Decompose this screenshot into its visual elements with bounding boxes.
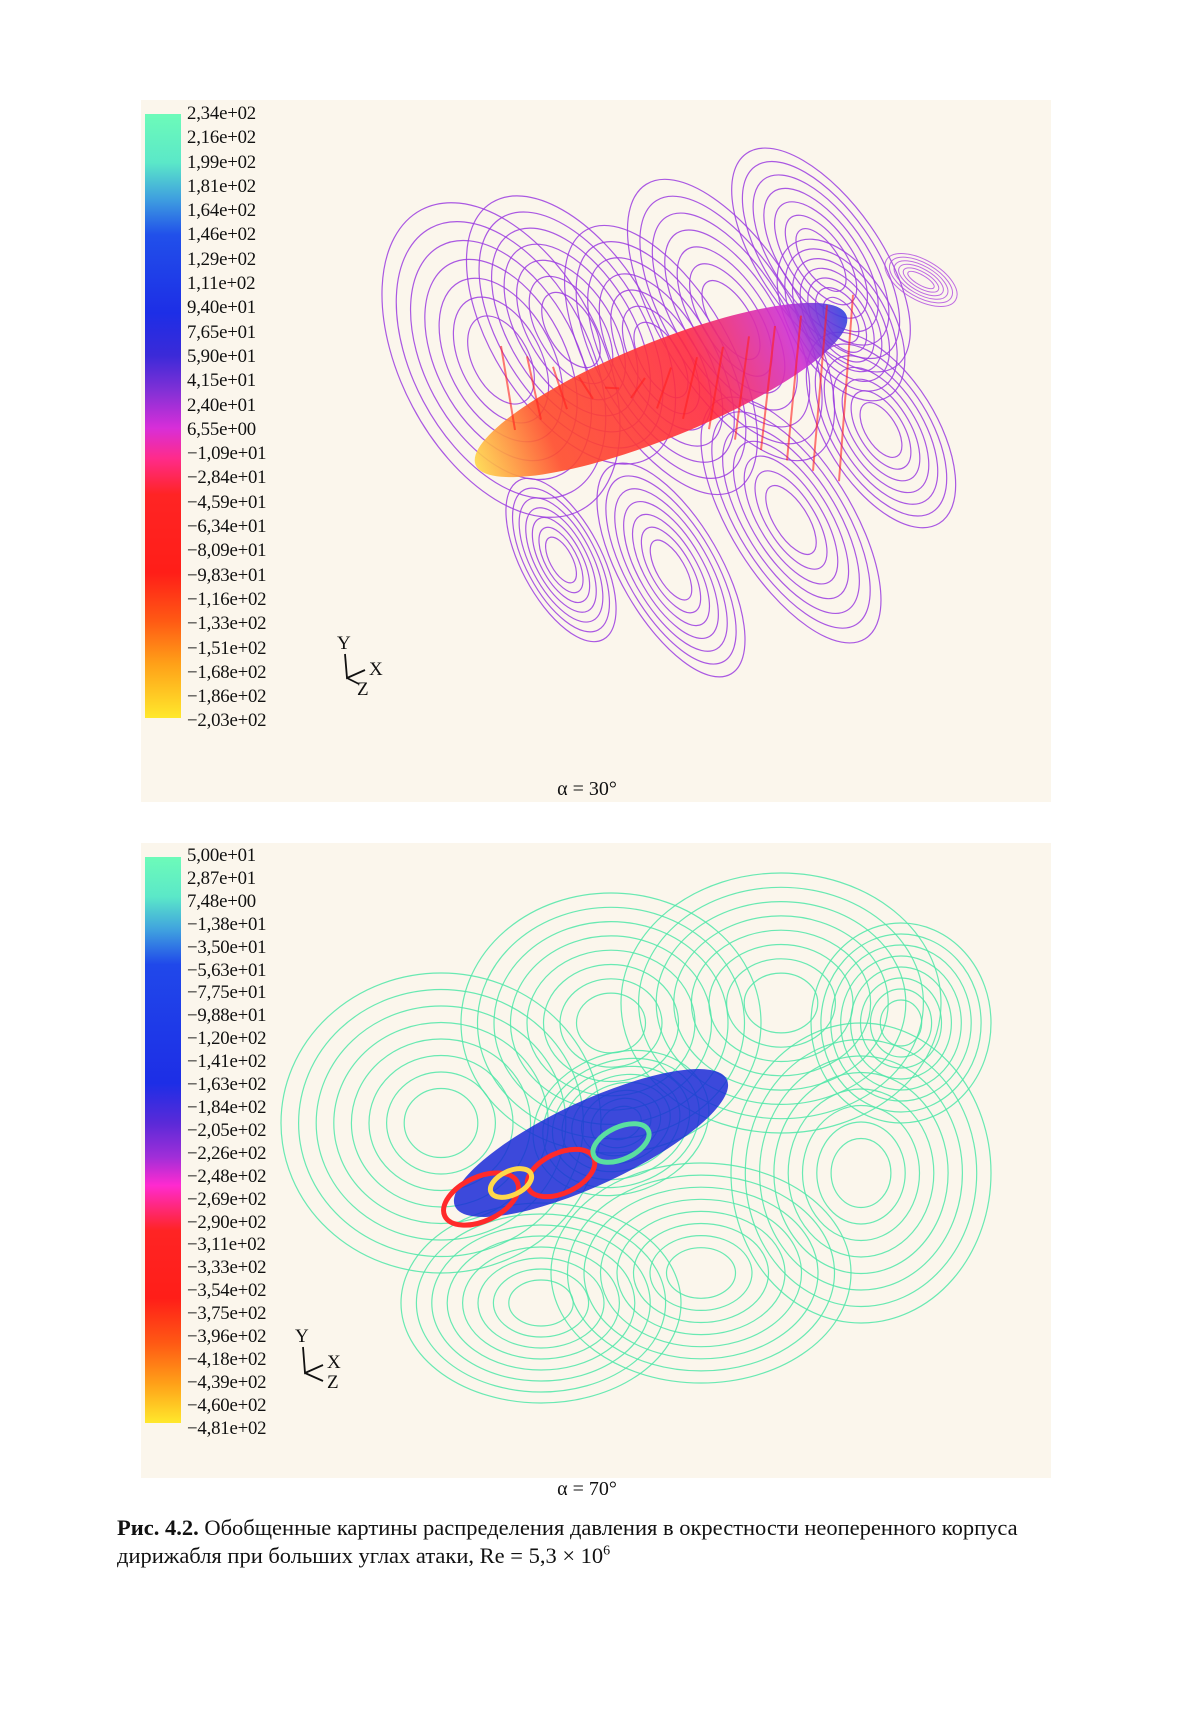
contour-line (803, 1106, 920, 1241)
contour-line (852, 396, 911, 465)
colorbar-tick-label: −1,84e+02 (187, 1096, 267, 1118)
contour-line (821, 934, 981, 1112)
colorbar-tick-label: 6,55e+00 (187, 418, 256, 440)
contour-line (509, 1280, 573, 1326)
contour-line (432, 1225, 650, 1381)
colorbar-tick-label: 1,81e+02 (187, 175, 256, 197)
contour-line (447, 1236, 635, 1370)
colorbar-tick-label: −4,18e+02 (187, 1348, 267, 1370)
colorbar-tick-label: −2,84e+01 (187, 467, 267, 489)
contour-line (817, 1122, 905, 1224)
contour-plot (141, 100, 1051, 802)
contour-line (478, 1258, 604, 1348)
contour-line (642, 534, 700, 606)
colorbar-tick-label: −1,20e+02 (187, 1028, 267, 1050)
colorbar-tick-label: 9,40e+01 (187, 297, 256, 319)
contour-line (617, 503, 724, 637)
colorbar-tick-label: −3,33e+02 (187, 1257, 267, 1279)
contour-line (404, 1089, 478, 1158)
contour-line (801, 337, 960, 523)
contour-line (760, 1056, 963, 1290)
colorbar-tick-label: −2,05e+02 (187, 1119, 267, 1141)
colorbar-tick-label: 2,34e+02 (187, 103, 256, 124)
colorbar-tick-label: −1,86e+02 (187, 686, 267, 708)
axis-y-label: Y (295, 1326, 309, 1347)
contour-line (744, 973, 818, 1033)
colorbar-tick-label: −4,81e+02 (187, 1417, 267, 1439)
contour-line (539, 532, 582, 587)
contour-line (605, 487, 737, 652)
contour-line (731, 1023, 991, 1323)
contour-line (601, 1199, 802, 1346)
colorbar-tick-label: 2,16e+02 (187, 127, 256, 149)
contour-line (463, 1247, 620, 1359)
contour-line (726, 442, 856, 599)
axes-triad (291, 1327, 351, 1397)
contour-plot (141, 843, 1051, 1478)
colorbar-tick-label: 7,65e+01 (187, 321, 256, 343)
contour-line (870, 989, 931, 1057)
colorbar-tick-label: −8,09e+01 (187, 540, 267, 562)
colorbar-tick-label: −1,38e+01 (187, 913, 267, 935)
colorbar-tick-label: −1,33e+02 (187, 613, 267, 635)
colorbar-tick-label: −1,51e+02 (187, 637, 267, 659)
contour-line (876, 243, 965, 318)
contour-line (387, 1072, 496, 1174)
contour-line (530, 521, 592, 600)
axis-x-label: X (369, 659, 383, 680)
colorbar-tick-label: 5,90e+01 (187, 345, 256, 367)
contour-line (353, 187, 649, 534)
colorbar-tick-label: −3,50e+01 (187, 936, 267, 958)
contour-line (634, 1224, 769, 1323)
hull-contour-band (605, 388, 619, 389)
colorbar-tick-label: −3,54e+02 (187, 1280, 267, 1302)
contour-line (831, 1139, 891, 1208)
contour-line (584, 1187, 818, 1359)
contour-line (906, 268, 937, 292)
colorbar-tick-label: −1,09e+01 (187, 443, 267, 465)
figure-caption-exponent: 6 (603, 1543, 611, 1559)
axis-z-label: Z (327, 1372, 339, 1393)
colorbar-tick-label: −5,63e+01 (187, 959, 267, 981)
contour-line (483, 462, 638, 658)
contour-line (577, 993, 646, 1053)
colorbar-tick-label: −3,75e+02 (187, 1303, 267, 1325)
colorbar-tick-label: 1,46e+02 (187, 224, 256, 246)
colorbar-tick-label: 7,48e+00 (187, 890, 256, 912)
colorbar-tick-label: 1,99e+02 (187, 151, 256, 173)
colorbar-tick-label: −1,16e+02 (187, 588, 267, 610)
axis-z-label: Z (357, 679, 369, 700)
colorbar-tick-label: −4,39e+02 (187, 1371, 267, 1393)
colorbar-tick-label: 2,87e+01 (187, 867, 256, 889)
colorbar-tick-label: −9,83e+01 (187, 564, 267, 586)
colorbar-tick-label: −2,48e+02 (187, 1165, 267, 1187)
colorbar-tick-label: 4,15e+01 (187, 370, 256, 392)
colorbar-tick-label: −2,26e+02 (187, 1142, 267, 1164)
figure-caption (117, 1514, 1087, 1570)
colorbar-tick-label: 1,11e+02 (187, 273, 256, 295)
figure-caption-text: Обобщенные картины распределения давления в окрестности неоперенного корпуса дирижабля при больших углах атаки, Re = 5,3 × 10 (117, 1515, 1018, 1568)
colorbar-tick-label: 2,40e+01 (187, 394, 256, 416)
colorbar-tick-label: 5,00e+01 (187, 845, 256, 866)
contour-line (493, 474, 630, 647)
contour-line (667, 1248, 736, 1299)
figure-label: Рис. 4.2. (117, 1515, 199, 1540)
contour-line (788, 1089, 934, 1257)
pressure-plot-alpha-70 (141, 843, 1051, 1478)
panel-caption-alpha-30: α = 30° (557, 778, 617, 800)
colorbar-tick-label: −3,96e+02 (187, 1326, 267, 1348)
contour-line (560, 979, 662, 1067)
contour-line (592, 472, 749, 668)
colorbar-tick-label: 1,29e+02 (187, 248, 256, 270)
colorbar-tick-label: −4,60e+02 (187, 1394, 267, 1416)
colorbar-tick-label: −1,41e+02 (187, 1051, 267, 1073)
colorbar-tick-label: 1,64e+02 (187, 200, 256, 222)
colorbar-tick-label: −3,11e+02 (187, 1234, 266, 1256)
airship-hull (458, 271, 865, 510)
colorbar-tick-label: −7,75e+01 (187, 982, 267, 1004)
pressure-plot-alpha-30 (141, 100, 1051, 802)
colorbar-tick-label: −4,59e+01 (187, 491, 267, 513)
colorbar-tick-label: −6,34e+01 (187, 516, 267, 538)
panel-caption-alpha-70: α = 70° (557, 1478, 617, 1500)
colorbar-tick-label: −1,63e+02 (187, 1074, 267, 1096)
contour-line (745, 1040, 976, 1307)
axes-triad (333, 634, 393, 704)
axis-x-label: X (327, 1352, 341, 1373)
colorbar-tick-label: −2,69e+02 (187, 1188, 267, 1210)
contour-line (756, 478, 826, 562)
contour-line (502, 485, 620, 634)
colorbar-tick-label: −9,88e+01 (187, 1005, 267, 1027)
colorbar-tick-label: −2,03e+02 (187, 710, 267, 732)
contour-line (880, 1000, 921, 1046)
colorbar-tick-label: −2,90e+02 (187, 1211, 267, 1233)
colorbar-tick-label: −1,68e+02 (187, 661, 267, 683)
axis-y-label: Y (337, 633, 351, 654)
